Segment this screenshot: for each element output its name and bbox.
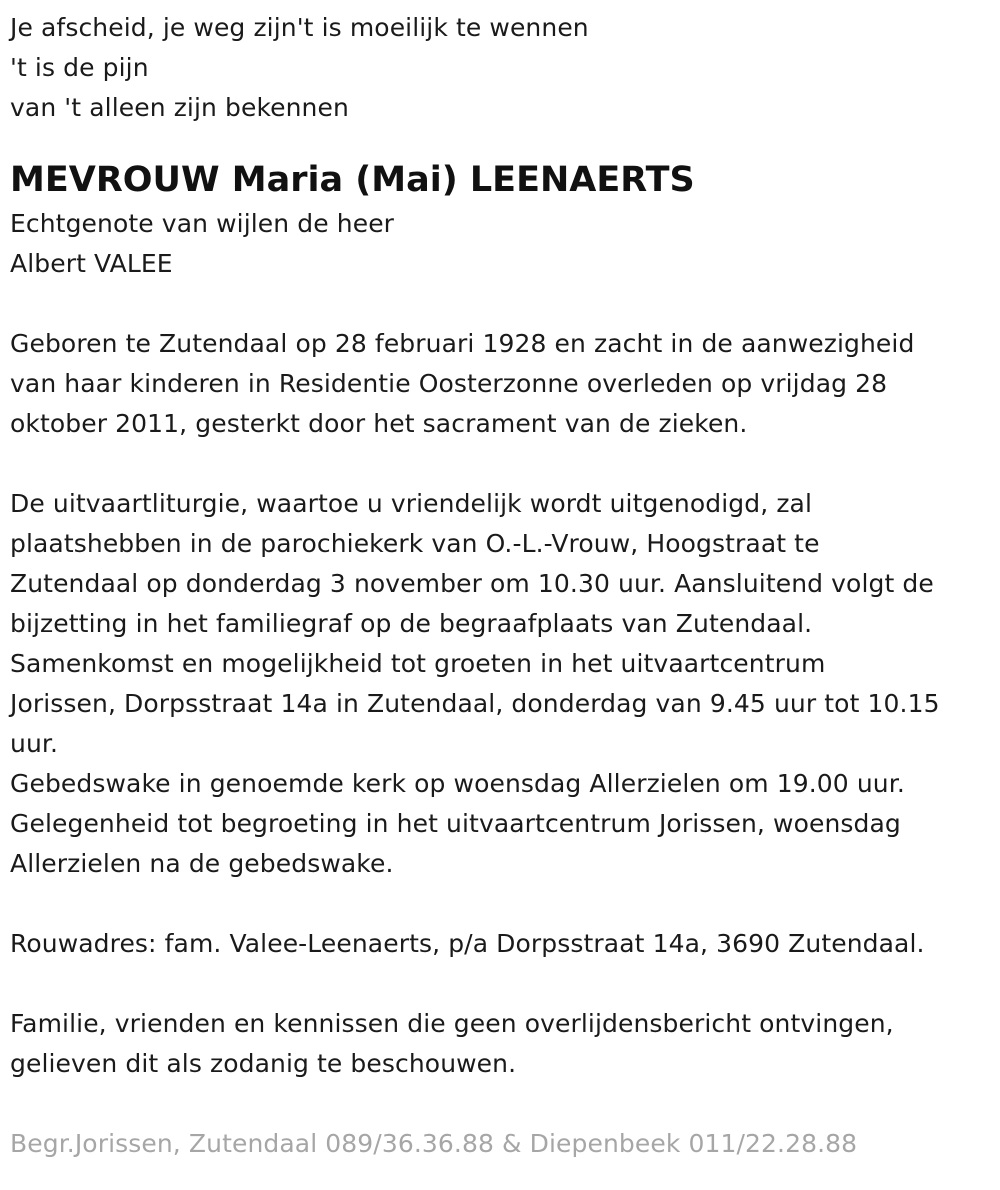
funeral-paragraph — [10, 484, 990, 884]
mourning-address: Rouwadres: fam. Valee-Leenaerts, p/a Dorpsstraat 14a, 3690 Zutendaal. — [10, 929, 925, 958]
deceased-name: MEVROUW Maria (Mai) LEENAERTS — [10, 160, 695, 200]
paragraph-line: plaatshebben in de parochiekerk van O.-L.-Vrouw, Hoogstraat te — [10, 529, 820, 558]
poem-line: 't is de pijn — [10, 53, 149, 82]
spacer — [10, 1084, 990, 1124]
paragraph-line: Gebedswake in genoemde kerk op woensdag Allerzielen om 19.00 uur. — [10, 769, 905, 798]
spacer — [10, 964, 990, 1004]
poem — [10, 8, 990, 128]
paragraph-line: Allerzielen na de gebedswake. — [10, 849, 394, 878]
paragraph-line: bijzetting in het familiegraf op de begraafplaats van Zutendaal. — [10, 609, 813, 638]
spacer — [10, 444, 990, 484]
paragraph-line: oktober 2011, gesterkt door het sacrament van de zieken. — [10, 409, 748, 438]
paragraph-line: Gelegenheid tot begroeting in het uitvaartcentrum Jorissen, woensdag — [10, 809, 901, 838]
paragraph-line: De uitvaartliturgie, waartoe u vriendelijk wordt uitgenodigd, zal — [10, 489, 813, 518]
spacer — [10, 284, 990, 324]
paragraph-line: Familie, vrienden en kennissen die geen overlijdensbericht ontvingen, — [10, 1009, 894, 1038]
paragraph-line: gelieven dit als zodanig te beschouwen. — [10, 1049, 517, 1078]
funeral-home-footer: Begr.Jorissen, Zutendaal 089/36.36.88 & Diepenbeek 011/22.28.88 — [10, 1129, 858, 1158]
paragraph-line: Jorissen, Dorpsstraat 14a in Zutendaal, donderdag van 9.45 uur tot 10.15 — [10, 689, 940, 718]
paragraph-line: Geboren te Zutendaal op 28 februari 1928 en zacht in de aanwezigheid — [10, 329, 915, 358]
paragraph-line: Zutendaal op donderdag 3 november om 10.30 uur. Aansluitend volgt de — [10, 569, 934, 598]
paragraph-line: Samenkomst en mogelijkheid tot groeten in het uitvaartcentrum — [10, 649, 826, 678]
spacer — [10, 884, 990, 924]
notice-paragraph — [10, 1004, 990, 1084]
birth-death-paragraph — [10, 324, 990, 444]
paragraph-line: van haar kinderen in Residentie Oosterzonne overleden op vrijdag 28 — [10, 369, 888, 398]
spacer — [10, 128, 990, 156]
paragraph-line: uur. — [10, 729, 59, 758]
spouse-line: Echtgenote van wijlen de heer — [10, 209, 395, 238]
poem-line: Je afscheid, je weg zijn't is moeilijk te wennen — [10, 13, 589, 42]
spouse-line: Albert VALEE — [10, 249, 173, 278]
poem-line: van 't alleen zijn bekennen — [10, 93, 349, 122]
